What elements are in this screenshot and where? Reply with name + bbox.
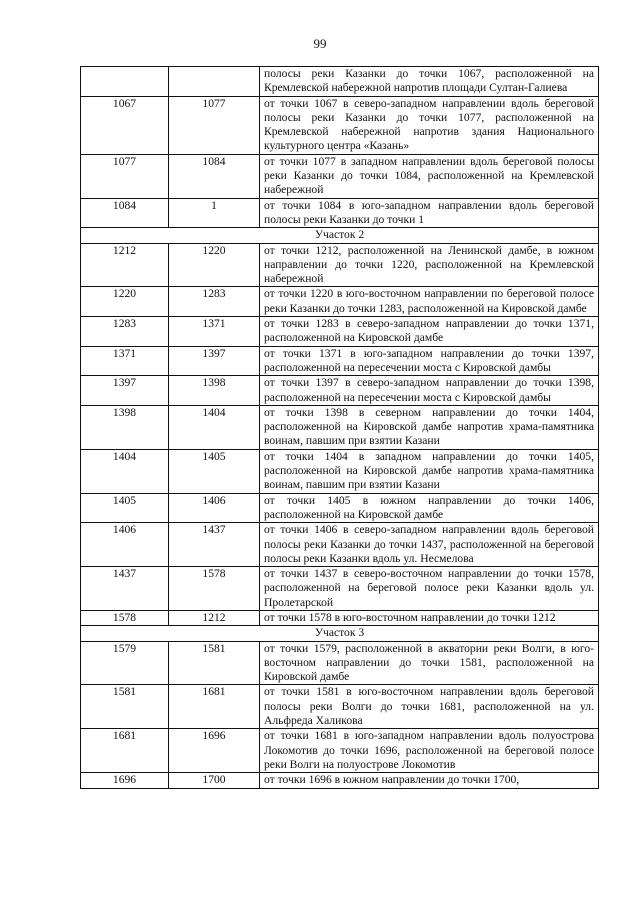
section-title: Участок 3 <box>81 626 599 641</box>
table-row <box>81 449 599 493</box>
table-row <box>81 685 599 729</box>
description-cell: от точки 1578 в юго-восточном направлении до точки 1212 <box>260 610 599 625</box>
description-cell: от точки 1406 в северо-западном направлении вдоль береговой полосы реки Казанки до точки 1437, расположенной на береговой полосы реки Казанки вдоль ул. Несмелова <box>260 523 599 567</box>
from-point-cell: 1681 <box>81 729 169 773</box>
table-row <box>81 96 599 154</box>
description-cell: от точки 1220 в юго-восточном направлении по береговой полосе реки Казанки до точки 1283, расположенной на Кировской дамбе <box>260 287 599 317</box>
description-cell: от точки 1067 в северо-западном направлении вдоль береговой полосы реки Казанки до точки 1077, расположенной на Кремлевской набережной напротив здания Национального культурного центра «Казань» <box>260 96 599 154</box>
description-cell: от точки 1212, расположенной на Ленинской дамбе, в южном направлении до точки 1220, расположенной на Кремлевской набережной <box>260 243 599 287</box>
section-header-row <box>81 228 599 243</box>
table-row <box>81 641 599 685</box>
table-row <box>81 729 599 773</box>
description-cell: от точки 1397 в северо-западном направлении до точки 1398, расположенной на пересечении моста с Кировской дамбы <box>260 376 599 406</box>
from-point-cell <box>81 67 169 97</box>
to-point-cell: 1283 <box>169 287 260 317</box>
to-point-cell: 1700 <box>169 773 260 788</box>
from-point-cell: 1578 <box>81 610 169 625</box>
to-point-cell: 1437 <box>169 523 260 567</box>
to-point-cell: 1220 <box>169 243 260 287</box>
to-point-cell: 1397 <box>169 346 260 376</box>
description-cell: от точки 1696 в южном направлении до точки 1700, <box>260 773 599 788</box>
table-row <box>81 243 599 287</box>
boundary-points-table <box>80 66 599 789</box>
table-row <box>81 773 599 788</box>
table-body <box>81 67 599 789</box>
description-cell: от точки 1579, расположенной в акватории реки Волги, в юго-восточном направлении до точки 1581, расположенной на Кировской дамбе <box>260 641 599 685</box>
table-row <box>81 567 599 611</box>
table-row <box>81 405 599 449</box>
to-point-cell: 1681 <box>169 685 260 729</box>
to-point-cell: 1084 <box>169 154 260 198</box>
description-cell: от точки 1371 в юго-западном направлении до точки 1397, расположенной на пересечении моста с Кировской дамбы <box>260 346 599 376</box>
table-row <box>81 610 599 625</box>
to-point-cell: 1077 <box>169 96 260 154</box>
to-point-cell: 1404 <box>169 405 260 449</box>
page-number: 99 <box>313 36 327 51</box>
table-row <box>81 287 599 317</box>
table-row <box>81 346 599 376</box>
description-cell: полосы реки Казанки до точки 1067, расположенной на Кремлевской набережной напротив площади Султан-Галиева <box>260 67 599 97</box>
table-row <box>81 493 599 523</box>
from-point-cell: 1397 <box>81 376 169 406</box>
from-point-cell: 1371 <box>81 346 169 376</box>
to-point-cell: 1371 <box>169 317 260 347</box>
description-cell: от точки 1283 в северо-западном направлении до точки 1371, расположенной на Кировской дамбе <box>260 317 599 347</box>
from-point-cell: 1406 <box>81 523 169 567</box>
description-cell: от точки 1437 в северо-восточном направлении до точки 1578, расположенной на береговой полосе реки Казанки вдоль ул. Пролетарской <box>260 567 599 611</box>
to-point-cell: 1398 <box>169 376 260 406</box>
to-point-cell: 1405 <box>169 449 260 493</box>
from-point-cell: 1220 <box>81 287 169 317</box>
description-cell: от точки 1404 в западном направлении до точки 1405, расположенной на Кировской дамбе напротив храма-памятника воинам, павшим при взятии Казани <box>260 449 599 493</box>
section-title: Участок 2 <box>81 228 599 243</box>
to-point-cell <box>169 67 260 97</box>
from-point-cell: 1404 <box>81 449 169 493</box>
description-cell: от точки 1077 в западном направлении вдоль береговой полосы реки Казанки до точки 1084, расположенной на Кремлевской набережной <box>260 154 599 198</box>
table-row <box>81 523 599 567</box>
to-point-cell: 1578 <box>169 567 260 611</box>
to-point-cell: 1406 <box>169 493 260 523</box>
to-point-cell: 1 <box>169 198 260 228</box>
table-row <box>81 67 599 97</box>
description-cell: от точки 1084 в юго-западном направлении вдоль береговой полосы реки Казанки до точки 1 <box>260 198 599 228</box>
from-point-cell: 1696 <box>81 773 169 788</box>
to-point-cell: 1696 <box>169 729 260 773</box>
table-row <box>81 376 599 406</box>
to-point-cell: 1212 <box>169 610 260 625</box>
table-row <box>81 317 599 347</box>
from-point-cell: 1283 <box>81 317 169 347</box>
from-point-cell: 1212 <box>81 243 169 287</box>
scan-fade <box>330 886 600 900</box>
table-row <box>81 154 599 198</box>
from-point-cell: 1398 <box>81 405 169 449</box>
description-cell: от точки 1581 в юго-восточном направлении вдоль береговой полосы реки Волги до точки 1681, расположенной на ул. Альфреда Халикова <box>260 685 599 729</box>
description-cell: от точки 1681 в юго-западном направлении вдоль полуострова Локомотив до точки 1696, расположенной на береговой полосе реки Волги на полуострове Локомотив <box>260 729 599 773</box>
to-point-cell: 1581 <box>169 641 260 685</box>
from-point-cell: 1579 <box>81 641 169 685</box>
from-point-cell: 1067 <box>81 96 169 154</box>
from-point-cell: 1405 <box>81 493 169 523</box>
table-row <box>81 198 599 228</box>
description-cell: от точки 1398 в северном направлении до точки 1404, расположенной на Кировской дамбе напротив храма-памятника воинам, павшим при взятии Казани <box>260 405 599 449</box>
from-point-cell: 1084 <box>81 198 169 228</box>
from-point-cell: 1581 <box>81 685 169 729</box>
description-cell: от точки 1405 в южном направлении до точки 1406, расположенной на Кировской дамбе <box>260 493 599 523</box>
from-point-cell: 1437 <box>81 567 169 611</box>
section-header-row <box>81 626 599 641</box>
from-point-cell: 1077 <box>81 154 169 198</box>
